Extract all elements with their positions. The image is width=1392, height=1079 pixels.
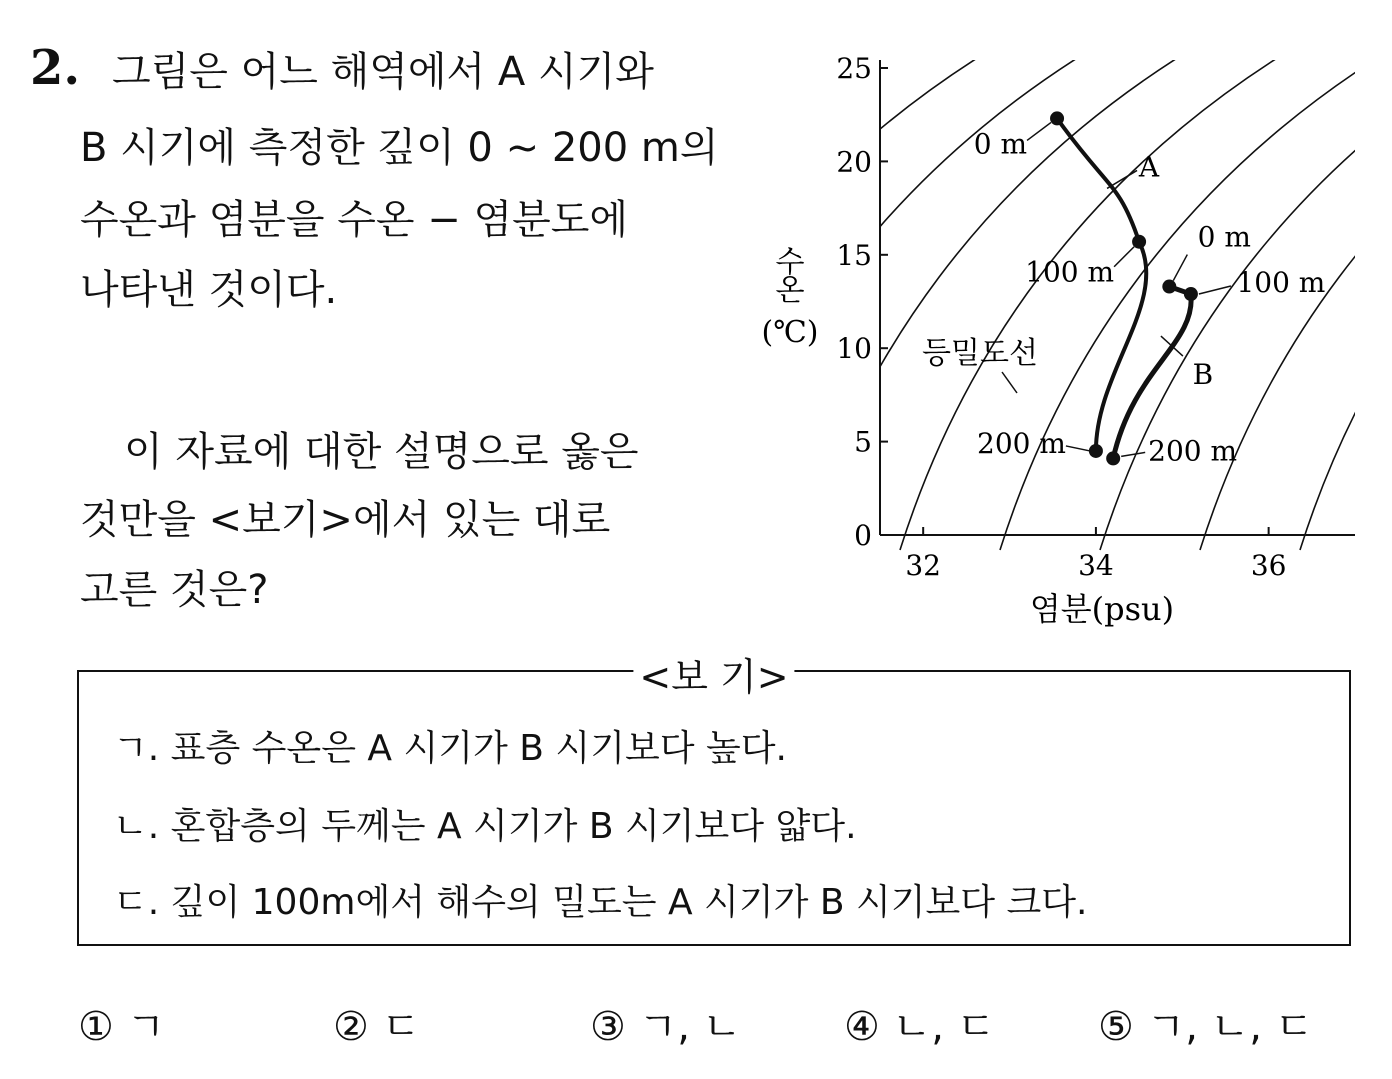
series-b-label-200m: 200 m — [1148, 434, 1238, 468]
prompt-line-3: 고른 것은? — [80, 567, 269, 613]
series-b-label-100m: 100 m — [1236, 266, 1326, 300]
series-b-point — [1162, 280, 1176, 294]
label-leader — [1027, 122, 1051, 140]
y-tick-label: 0 — [854, 519, 872, 552]
x-tick-label: 34 — [1078, 549, 1114, 582]
series-b-label-0m: 0 m — [1197, 220, 1251, 254]
label-leader — [1066, 446, 1090, 451]
series-a-name: A — [1138, 150, 1160, 184]
label-leader — [1173, 255, 1187, 281]
prompt-line-1: 이 자료에 대한 설명으로 옳은 — [124, 429, 639, 475]
isopycnal-label: 등밀도선 — [922, 336, 1038, 371]
bogi-box — [77, 655, 1351, 946]
bogi-item-2: ㄴ. 혼합층의 두께는 A 시기가 B 시기보다 얇다. — [113, 806, 857, 847]
question-line-3: 수온과 염분을 수온 − 염분도에 — [80, 197, 629, 243]
series-a-point — [1089, 444, 1103, 458]
question-line-1: 그림은 어느 해역에서 A 시기와 — [112, 49, 654, 95]
y-tick-label: 5 — [854, 425, 872, 459]
y-tick-label: 25 — [836, 52, 872, 85]
question-number: 2. — [30, 40, 81, 96]
label-leader — [1121, 452, 1145, 456]
x-tick-label: 36 — [1250, 549, 1287, 582]
x-axis-label: 염분(psu) — [1029, 590, 1175, 628]
bogi-item-3: ㄷ. 깊이 100m에서 해수의 밀도는 A 시기가 B 시기보다 크다. — [113, 882, 1088, 923]
bogi-title: <보 기> — [633, 646, 794, 701]
y-axis-unit: (℃) — [761, 315, 819, 350]
series-a-label-0m: 0 m — [973, 127, 1028, 161]
isopycnal-line — [1300, 50, 1370, 550]
y-tick-label: 20 — [836, 145, 872, 179]
choice-4[interactable]: ④ ㄴ, ㄷ — [844, 1004, 996, 1050]
series-a-point — [1050, 111, 1064, 125]
axis-ticks — [836, 52, 1286, 582]
y-tick-label: 10 — [836, 332, 872, 366]
answer-choices — [78, 995, 1368, 1050]
x-tick-label: 32 — [905, 549, 942, 582]
ts-diagram — [740, 30, 1370, 640]
label-leader — [1199, 286, 1231, 294]
series-a-label-200m: 200 m — [977, 426, 1066, 460]
series-b-name: B — [1192, 358, 1214, 392]
choice-2[interactable]: ② ㄷ — [333, 1004, 421, 1050]
prompt-line-2: 것만을 <보기>에서 있는 대로 — [80, 497, 611, 543]
bogi-item-1: ㄱ. 표층 수온은 A 시기가 B 시기보다 높다. — [113, 728, 787, 769]
series-b-point — [1106, 451, 1120, 465]
series-b-point — [1184, 287, 1198, 301]
y-tick-label: 15 — [836, 238, 872, 272]
question-line-4: 나타낸 것이다. — [80, 267, 338, 313]
isopycnal-label-pointer — [1002, 372, 1017, 393]
isopycnal-line — [800, 50, 1190, 550]
label-leader — [1114, 247, 1134, 267]
y-axis-label-2: 온 — [775, 273, 805, 308]
y-axis-label: 수 — [775, 245, 805, 280]
series-b-line — [1113, 287, 1191, 459]
question-line-2: B 시기에 측정한 깊이 0 ~ 200 m의 — [80, 125, 719, 171]
choice-1[interactable]: ① ㄱ — [78, 1004, 166, 1050]
series-a-label-100m: 100 m — [1025, 255, 1115, 289]
isopycnal-line — [900, 50, 1290, 550]
choice-5[interactable]: ⑤ ㄱ, ㄴ, ㄷ — [1098, 1004, 1314, 1050]
label-leader — [1107, 170, 1137, 188]
series-a-point — [1132, 235, 1146, 249]
profiles — [974, 111, 1326, 467]
choice-3[interactable]: ③ ㄱ, ㄴ — [590, 1004, 742, 1050]
